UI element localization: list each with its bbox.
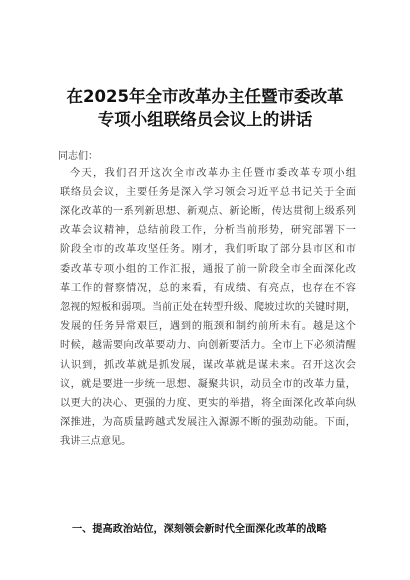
section-heading: 一、提高政治站位，深刻领会新时代全面深化改革的战略 <box>72 523 327 535</box>
body-line: 今天，我们召开这次全市改革办主任暨市委改革专项小组 <box>70 168 356 179</box>
body-line: 委改革专项小组的工作汇报，通报了前一阶段全市全面深化改 <box>60 264 356 275</box>
body-line: 认识到，抓改革就是抓发展，谋改革就是谋未来。召开这次会 <box>60 360 356 371</box>
document-title-line-2: 专项小组联络员会议上的讲话 <box>97 110 313 129</box>
body-line: 深推进，为高质量跨越式发展注入源源不断的强劲动能。下面， <box>60 417 356 428</box>
document-title-line-1: 在2025年全市改革办主任暨市委改革 <box>66 87 344 106</box>
greeting: 同志们： <box>58 151 98 162</box>
body-line: 改革会议精神，总结前段工作，分析当前形势，研究部署下一 <box>60 225 356 236</box>
body-line: 以更大的决心、更强的力度、更实的举措，将全面深化改革向纵 <box>60 398 356 409</box>
body-line: 阶段全市的改革攻坚任务。刚才，我们听取了部分县市区和市 <box>60 244 356 255</box>
body-line: 深化改革的一系列新思想、新观点、新论断，传达贯彻上级系列 <box>60 206 356 217</box>
body-line: 联络员会议，主要任务是深入学习领会习近平总书记关于全面 <box>60 187 356 198</box>
body-line: 我讲三点意见。 <box>60 436 132 447</box>
body-line: 革工作的督察情况，总的来看，有成绩、有亮点，也存在不容 <box>60 283 356 294</box>
body-line: 时候，越需要向改革要动力、向创新要活力。全市上下必须清醒 <box>60 340 356 351</box>
body-line: 忽视的短板和弱项。当前正处在转型升级、爬坡过坎的关键时期， <box>60 302 356 313</box>
body-line: 议，就是要进一步统一思想、凝聚共识，动员全市的改革力量， <box>60 379 356 390</box>
body-line: 发展的任务异常艰巨，遇到的瓶颈和制约前所未有。越是这个 <box>60 321 356 332</box>
